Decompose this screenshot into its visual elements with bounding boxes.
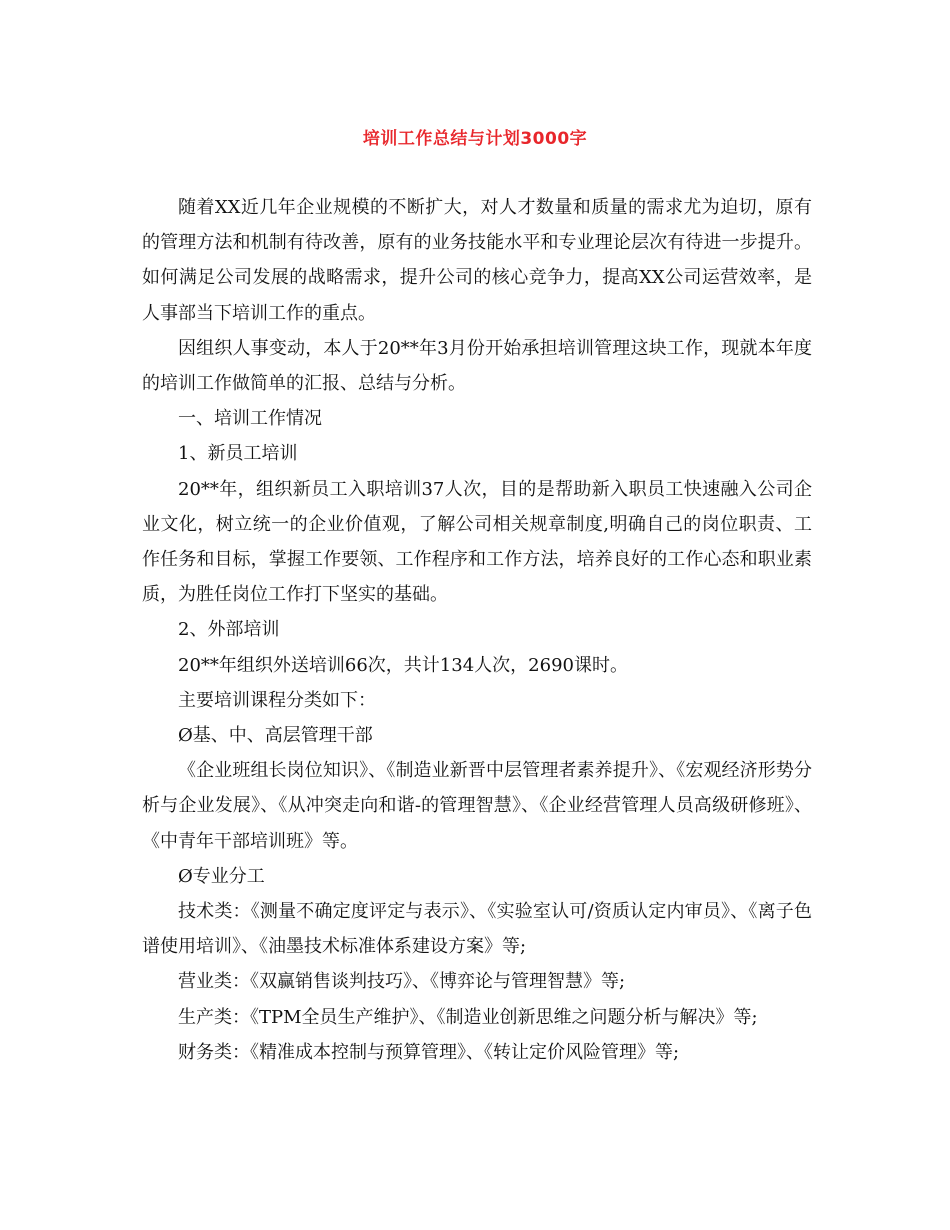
paragraph-management-courses: 《企业班组长岗位知识》、《制造业新晋中层管理者素养提升》、《宏观经济形势分析与企业发展》、《从冲突走向和谐-的管理智慧》、《企业经营管理人员高级研修班》、《中青年干部培训班》等。 — [142, 760, 812, 852]
subheading-new-employee-training: 1、新员工培训 — [178, 443, 298, 465]
paragraph-technical-courses: 技术类：《测量不确定度评定与表示》、《实验室认可/资质认定内审员》、《离子色谱使用培训》、《油墨技术标准体系建设方案》等; — [142, 901, 812, 958]
paragraph-new-employee-training: 20**年，组织新员工入职培训37人次，目的是帮助新入职员工快速融入公司企业文化，树立统一的企业价值观，了解公司相关规章制度,明确自己的岗位职责、工作任务和目标，掌握工作要领、工作程序和工作方法，培养良好的工作心态和职业素质，为胜任岗位工作打下坚实的基础。 — [142, 478, 812, 606]
paragraph-production-courses: 生产类：《TPM全员生产维护》、《制造业创新思维之问题分析与解决》等; — [178, 1006, 758, 1028]
document-body — [142, 190, 812, 1070]
subheading-external-training: 2、外部培训 — [178, 619, 280, 641]
paragraph-finance-courses: 财务类：《精准成本控制与预算管理》、《转让定价风险管理》等; — [178, 1041, 680, 1063]
paragraph-intro: 随着XX近几年企业规模的不断扩大，对人才数量和质量的需求尤为迫切，原有的管理方法和机制有待改善，原有的业务技能水平和专业理论层次有待进一步提升。如何满足公司发展的战略需求，提升公司的核心竞争力，提高XX公司运营效率，是人事部当下培训工作的重点。 — [142, 197, 812, 324]
bullet-professional-division: Ø专业分工 — [178, 865, 265, 887]
paragraph-sales-courses: 营业类：《双赢销售谈判技巧》、《博弈论与管理智慧》等; — [178, 971, 626, 993]
paragraph-external-training-stats: 20**年组织外送培训66次，共计134人次，2690课时。 — [178, 654, 628, 676]
section-heading-training-status: 一、培训工作情况 — [178, 408, 322, 430]
document-title: 培训工作总结与计划3000字 — [362, 129, 588, 149]
paragraph-context: 因组织人事变动，本人于20**年3月份开始承担培训管理这块工作，现就本年度的培训工作做简单的汇报、总结与分析。 — [142, 337, 812, 395]
bullet-management-cadres: Ø基、中、高层管理干部 — [178, 725, 373, 747]
paragraph-course-categories-intro: 主要培训课程分类如下： — [178, 689, 376, 711]
